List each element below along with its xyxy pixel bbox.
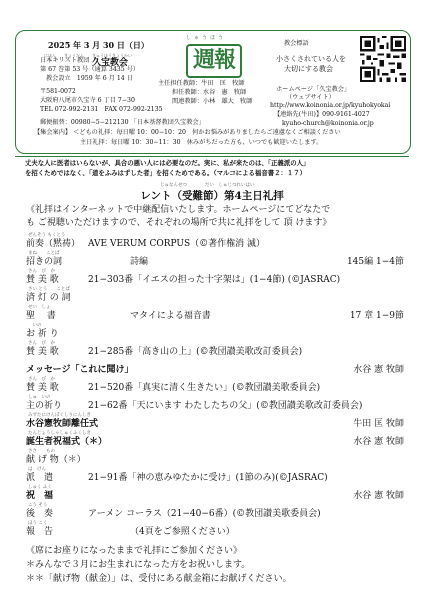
item-content: 21−285番「高き山の上」(©教団讃美歌改訂委員会) [88, 347, 303, 357]
service-title: レント（受難節）第4主日礼拝 [140, 190, 284, 202]
item-name: 報 告 [26, 527, 54, 537]
item-ruby: ぜんそう もくとう [28, 233, 66, 238]
item-name: 前奏（黙祷） [26, 239, 81, 249]
item-ruby: まね ことば [28, 251, 60, 256]
intro-line-2: も ご視聴いただけますので、それぞれの場所で共に礼拝をして 頂 けます》 [26, 218, 332, 228]
item-ruby: さい とう ことば [28, 287, 70, 292]
homepage-sub: （ウェブサイト） [286, 94, 335, 101]
intro-line-1: 《礼拝はインターネットで中継配信いたします。ホームページにてどなたで [26, 205, 331, 215]
item-name: 主の祈り [26, 401, 63, 411]
motto-line2: 大切にする教会 [284, 65, 333, 73]
item-name: 祝 福 [26, 491, 54, 501]
item-ruby: さん び か [28, 377, 55, 382]
item-right: 17 章 1−9節 [349, 311, 404, 321]
item-content: 21−520番「真実に清く生きたい」(©教団讃美歌委員会) [88, 383, 321, 393]
item-ruby: しゅく ふく [28, 485, 52, 490]
item-name: 賛 美 歌 [26, 383, 59, 393]
meeting-info-1: 【集会案内】 ＜どもの礼拝：毎日曜 10：00−10：20 何かお悩みがありましたらご遠慮なくご相談ください [34, 129, 341, 136]
contact-email[interactable]: kyuho-church@koinonia.or.jp [282, 120, 374, 127]
note-offering: ＊＊「献げ物（献金）」は、受付にある献金箱にお献げください。 [26, 574, 292, 584]
item-ruby: ささ もの [28, 449, 55, 454]
motto-line1: 小さくされている人を [276, 55, 346, 63]
item-name: お 祈 り [26, 329, 59, 339]
item-ruby: ほう こく [28, 521, 48, 526]
item-name: 聖 書 [26, 311, 56, 321]
verse-line-1: 丈夫な人に医者はいらないが、具合の悪い人には必要なのだ。実に、私が来たのは、「正義派の人」 [25, 159, 310, 167]
header-divider [15, 156, 409, 157]
church-name: 久宝教会 [92, 58, 129, 68]
service-intro [26, 204, 406, 230]
logo-ruby: しゅうほう [186, 35, 227, 41]
postal-code: 〒581-0072 [40, 88, 76, 95]
item-right: 水谷 憲 牧師 [353, 365, 404, 375]
homepage-url[interactable]: http://www.koinonia.or.jp/kyuhokyokai [270, 102, 391, 109]
item-ruby: しゅ いの [28, 395, 51, 400]
motto-label: 教会標語 [284, 40, 309, 47]
pastor-assistant: 担任教師：水谷 憲 牧師 [172, 89, 247, 96]
shuho-logo: 週報 [186, 44, 242, 78]
item-ruby: いの [28, 323, 42, 328]
item-content: 詩編 [130, 257, 149, 267]
item-ruby: たんじょうしゃしゅくふくしき [28, 431, 91, 436]
item-right: 牛田 匡 牧師 [353, 419, 404, 429]
qr-code-icon[interactable] [360, 36, 406, 82]
item-right: 水谷 憲 牧師 [353, 437, 404, 447]
item-ruby: さん び か [28, 341, 55, 346]
tel-fax: TEL 072-992-2131 FAX 072-992-2135 [40, 106, 163, 113]
meeting-info-2: 主日礼拝：毎日曜 10：30−11：30 休みがちだった方も、いつでも歓迎いたします。 [80, 139, 323, 146]
address: 大阪府八尾市久宝寺 6 丁目 7−30 [40, 97, 135, 104]
church-name-ruby: にほん きょうだん きゅうほうきょうかい [44, 53, 132, 58]
item-ruby: さん び か [28, 269, 55, 274]
founded-date: 教会設立 1959 年 6 月 14 日 [46, 75, 133, 82]
item-right: 145編 1−4節 [346, 257, 404, 267]
issue-date: 2025 年 3 月 30 日（日） [48, 40, 149, 50]
item-ruby: こう そう [28, 503, 48, 508]
item-name: 賛 美 歌 [26, 347, 59, 357]
item-content: （4頁をご参照ください） [130, 527, 235, 537]
item-content: AVE VERUM CORPUS（©著作権消 滅） [88, 239, 266, 249]
homepage-label: ホームページ「久宝教会」 [276, 86, 351, 93]
issue-number: 第 67 巻第 53 号（通算 3435 号） [40, 66, 139, 73]
item-name: 派 遣 [26, 473, 54, 483]
item-name: 後 奏 [26, 509, 54, 519]
postal-transfer: 郵便振替：00980−5−212130 「日本基督教団久宝教会」 [40, 119, 205, 126]
item-content: 21−62番「天にいます わたしたちの父」(©教団讃美歌改訂委員会) [88, 401, 363, 411]
item-name: 招きの詞 [26, 257, 63, 267]
item-right: 水谷 憲 牧師 [353, 491, 404, 501]
item-content: アーメン コーラス（21−40−6番）(©教団讃美歌委員会) [88, 509, 321, 519]
item-ruby: は けん [28, 467, 46, 472]
pastor-chief: 主任担任教師：牛田 匡 牧師 [158, 80, 245, 87]
item-content: マタイによる福音書 [130, 311, 211, 321]
denomination: 日本キリスト教団 [40, 57, 90, 64]
note-seated: 《席にお座りになったままで礼拝にご参加ください》 [26, 546, 243, 556]
item-name: 済 灯 の 詞 [26, 293, 71, 303]
item-name: メッセージ「これに聞け」 [26, 365, 134, 375]
item-name: 賛 美 歌 [26, 275, 59, 285]
item-name: 水谷憲牧師離任式 [26, 419, 99, 429]
item-content: 21−91番「神の恵みゆたかに受け」(1節のみ)(©JASRAC) [88, 473, 328, 483]
item-name: 誕生者祝福式（＊） [26, 437, 108, 447]
item-ruby: みずたにけんぼくしりにんしき [28, 413, 91, 418]
bible-verse [25, 158, 399, 178]
item-content: 21−303番「イエスの担った十字架は」(1−4節) (©JASRAC) [88, 275, 341, 285]
item-name: 献 げ 物（＊） [26, 455, 86, 465]
contact-phone: 【連絡先(牛田)】090-9161-4027 [274, 111, 370, 118]
verse-line-2: を招くためではなく、「道をふみはずした者」を招くためである。（マルコによる福音書２：１７） [25, 169, 307, 177]
note-birthday: ＊みんなで３月にお生まれになった方をお祝いします。 [26, 560, 251, 570]
item-ruby: せい しょ [28, 305, 51, 310]
title-ruby: じゅなんせつ だい しゅじつれいはい [160, 183, 255, 188]
pastor-related: 関連教師：小林 雄大 牧師 [172, 98, 253, 105]
